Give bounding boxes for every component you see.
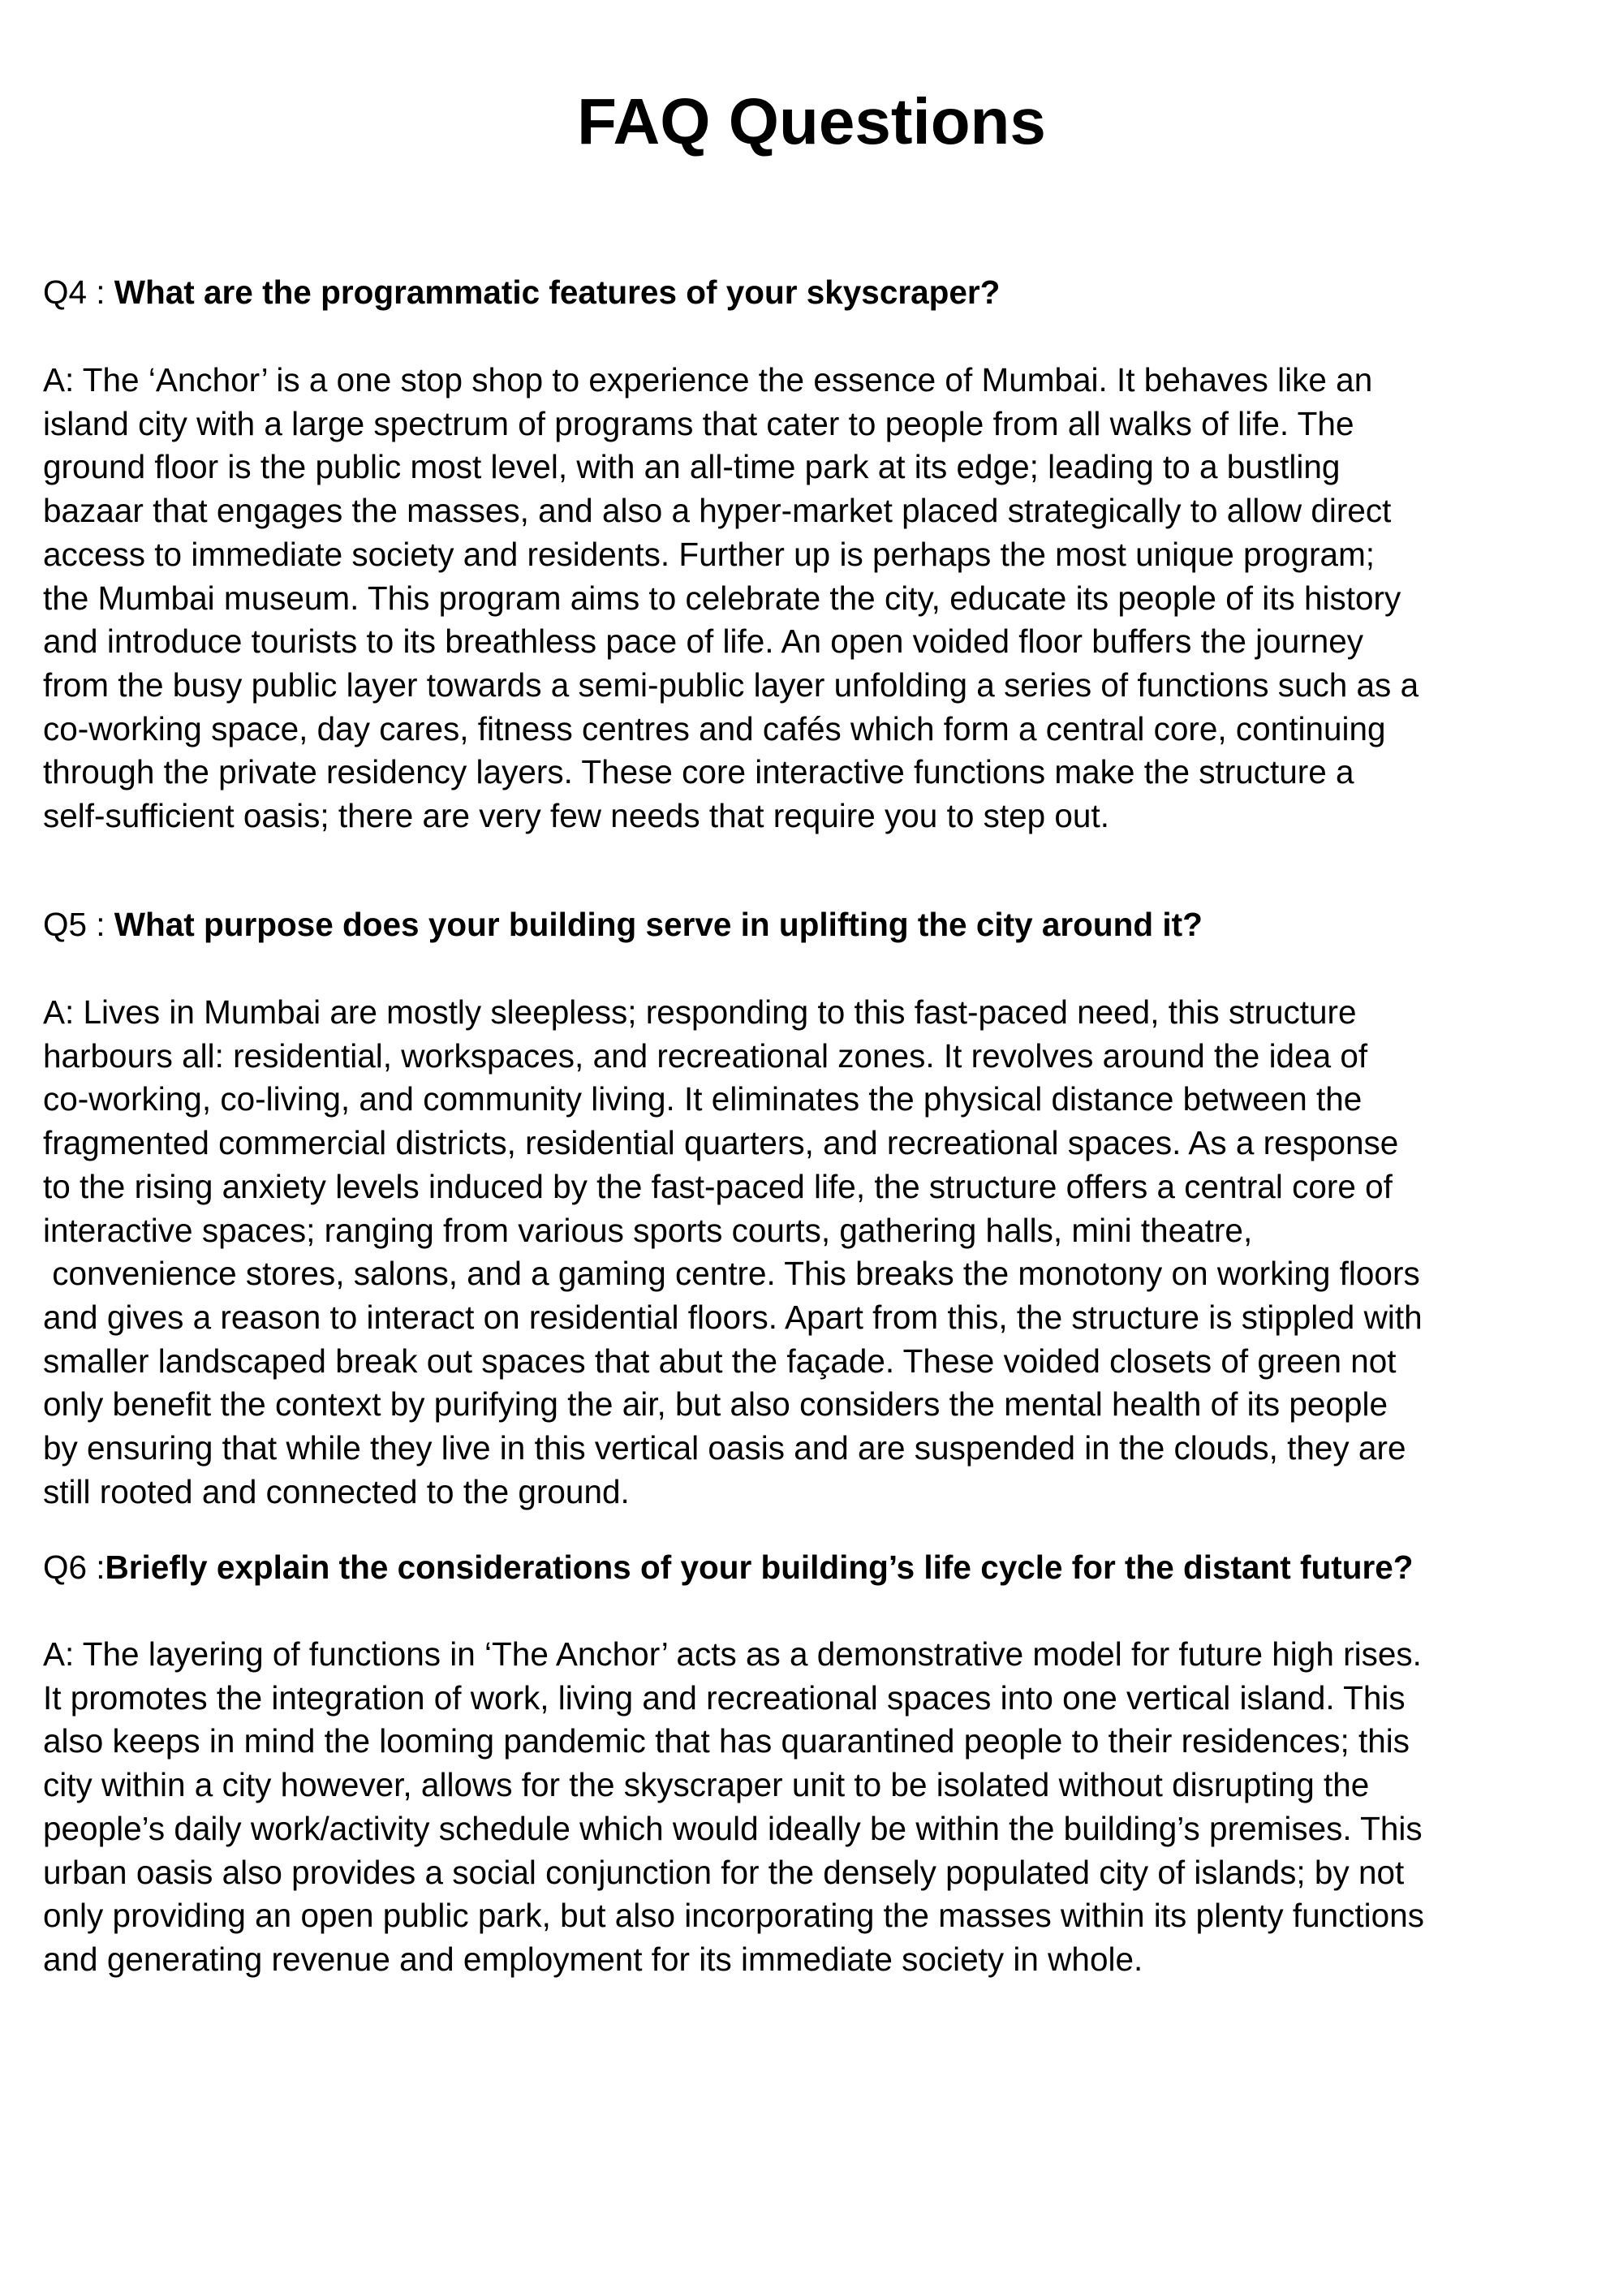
question-text: What are the programmatic features of your skyscraper? <box>114 274 1001 311</box>
faq-answer-q4: A: The ‘Anchor’ is a one stop shop to experience the essence of Mumbai. It behaves like an island city with a large spectrum of programs that cater to people from all walks of life. The ground floor is the public most level, with an all-time park at its edge; leading to a bustling bazaar that engages the masses, and also a hyper-market placed strategically to allow direct access to immediate society and residents. Further up is perhaps the most unique program; the Mumbai museum. This program aims to celebrate the city, educate its people of its history and introduce tourists to its breathless pace of life. An open voided floor buffers the journey from the busy public layer towards a semi-public layer unfolding a series of functions such as a co-working space, day cares, fitness centres and cafés which form a central core, continuing through the private residency layers. These core interactive functions make the structure a self-sufficient oasis; there are very few needs that require you to step out. <box>43 361 1419 835</box>
question-prefix: Q4 : <box>43 274 114 311</box>
faq-answer-q5: A: Lives in Mumbai are mostly sleepless; responding to this fast-paced need, this structure harbours all: residential, workspaces, and recreational zones. It revolves around the idea of co-working, co-living, and community living. It eliminates the physical distance between the fragmented commercial districts, residential quarters, and recreational spaces. As a response to the rising anxiety levels induced by the fast-paced life, the structure offers a central core of interactive spaces; ranging from various sports courts, gathering halls, mini theatre, convenience stores, salons, and a gaming centre. This breaks the monotony on working floors and gives a reason to interact on residential floors. Apart from this, the structure is stippled with smaller landscaped break out spaces that abut the façade. These voided closets of green not only benefit the context by purifying the air, but also considers the mental health of its people by ensuring that while they live in this vertical oasis and are suspended in the clouds, they are still rooted and connected to the ground. <box>43 993 1423 1510</box>
question-prefix: Q6 : <box>43 1549 105 1586</box>
question-text: What purpose does your building serve in uplifting the city around it? <box>114 906 1203 943</box>
faq-answer-q6: A: The layering of functions in ‘The Anchor’ acts as a demonstrative model for future high rises. It promotes the integration of work, living and recreational spaces into one vertical island. This also keeps in mind the looming pandemic that has quarantined people to their residences; this city within a city however, allows for the skyscraper unit to be isolated without disrupting the people’s daily work/activity schedule which would ideally be within the building’s premises. This urban oasis also provides a social conjunction for the densely populated city of islands; by not only providing an open public park, but also incorporating the masses within its plenty functions and generating revenue and employment for its immediate society in whole. <box>43 1635 1424 1978</box>
question-prefix: Q5 : <box>43 906 114 943</box>
faq-question-q5 <box>43 903 1585 947</box>
page-title: FAQ Questions <box>577 85 1046 157</box>
faq-question-q4 <box>43 271 1585 315</box>
question-text: Briefly explain the considerations of your building’s life cycle for the distant future? <box>105 1549 1414 1586</box>
faq-question-q6 <box>43 1546 1585 1590</box>
